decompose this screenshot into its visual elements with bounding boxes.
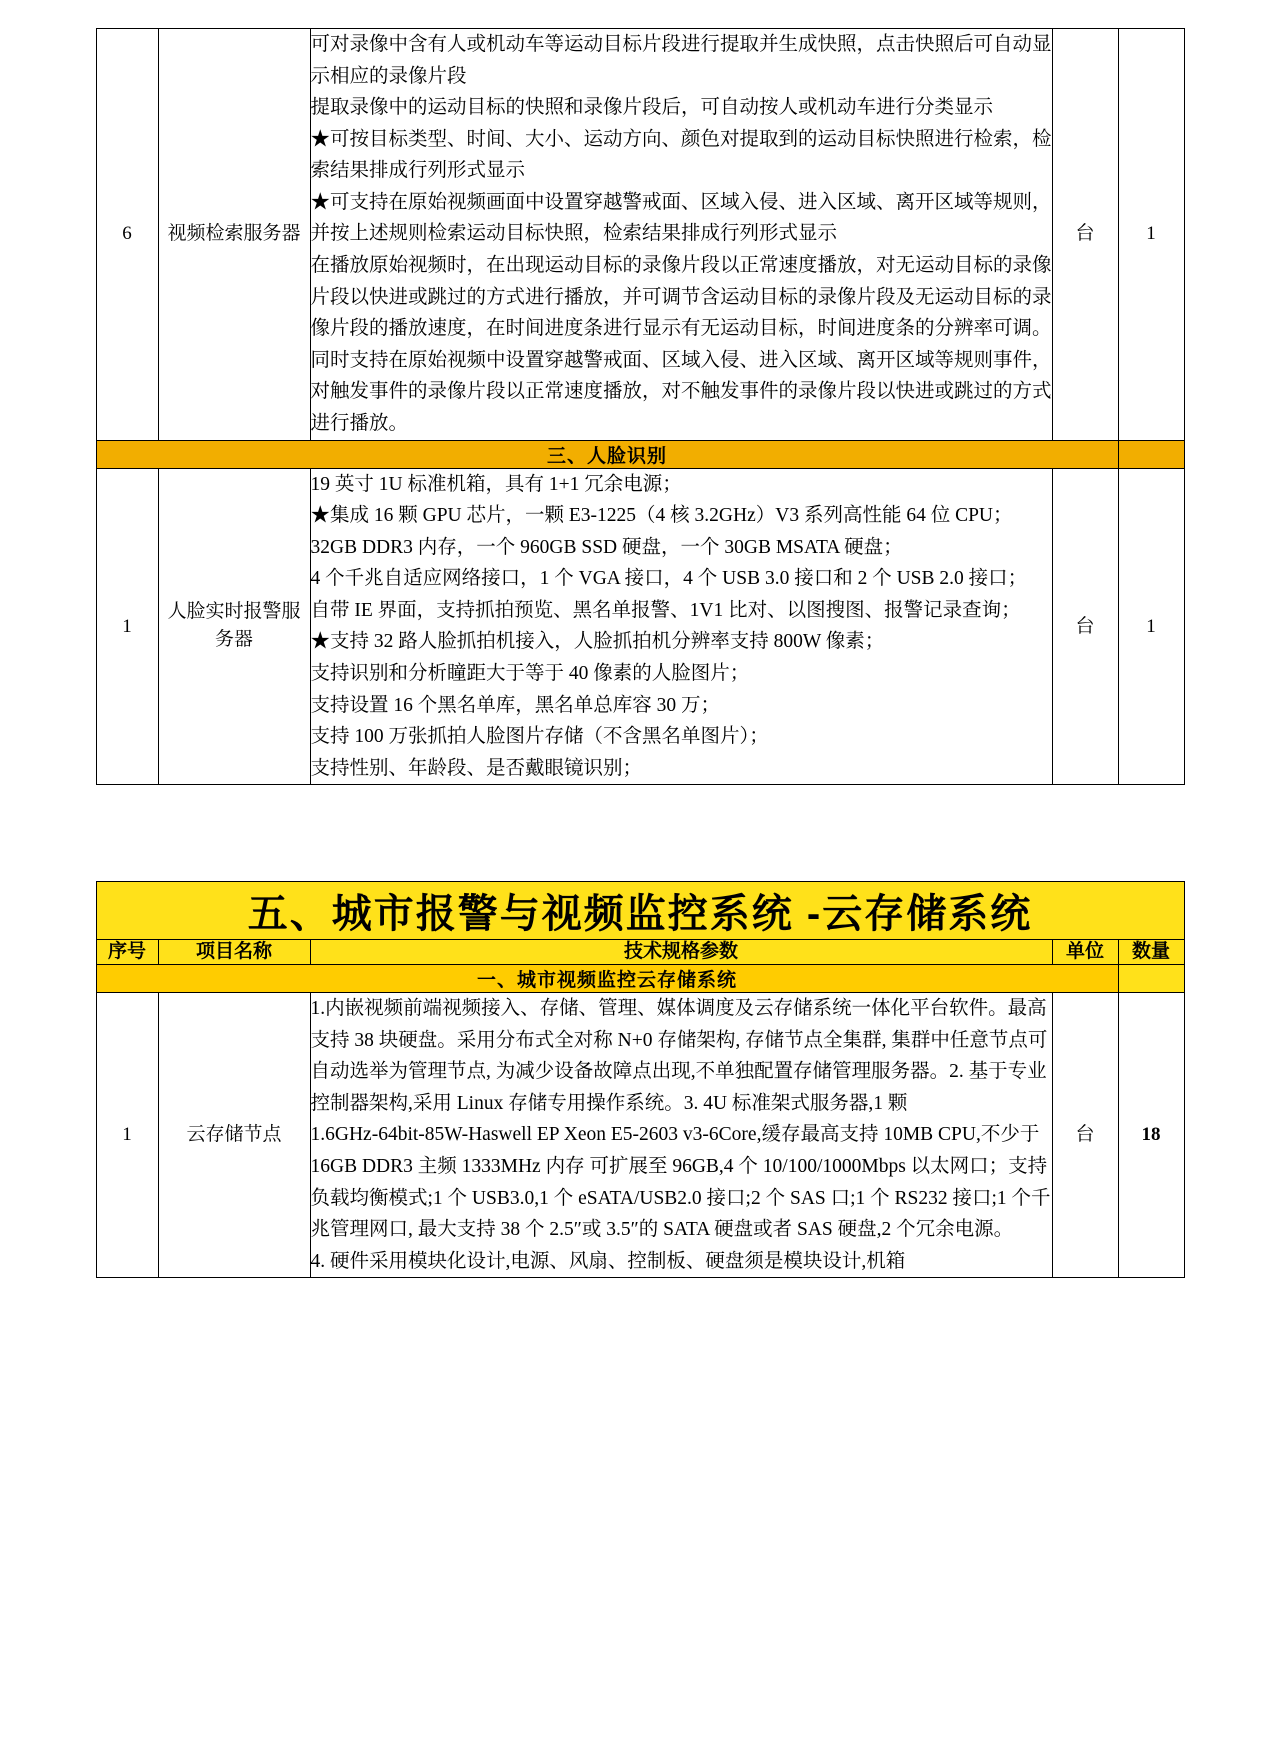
column-header-unit: 单位 [1052, 940, 1118, 965]
spec-line: 32GB DDR3 内存，一个 960GB SSD 硬盘，一个 30GB MSATA 硬盘； [310, 536, 903, 558]
spec-line: 支持 100 万张抓拍人脸图片存储（不含黑名单图片）； [310, 726, 769, 748]
table-row [96, 468, 1184, 785]
spec-line: ★可按目标类型、时间、大小、运动方向、颜色对提取到的运动目标快照进行检索，检索结果排成行列形式显示 [310, 128, 1052, 182]
table1-container [0, 0, 1280, 785]
row-name: 视频检索服务器 [158, 29, 310, 441]
table2-container [0, 881, 1280, 1278]
column-header-qty: 数量 [1118, 940, 1184, 965]
page-gap [0, 785, 1280, 881]
section-band-label: 三、人脸识别 [96, 440, 1118, 468]
spec-line: ★支持 32 路人脸抓拍机接入，人脸抓拍机分辨率支持 800W 像素； [310, 631, 885, 653]
column-header-name: 项目名称 [158, 940, 310, 965]
row-no: 1 [96, 468, 158, 785]
spec-line: 可对录像中含有人或机动车等运动目标片段进行提取并生成快照，点击快照后可自动显示相应的录像片段 [310, 34, 1052, 87]
row-no: 6 [96, 29, 158, 441]
spec-line: ★集成 16 颗 GPU 芯片，一颗 E3-1225（4 核 3.2GHz）V3 系列高性能 64 位 CPU； [310, 505, 1013, 527]
spec-line: 1.6GHz-64bit-85W-Haswell EP Xeon E5-2603 v3-6Core,缓存最高支持 10MB CPU,不少于 16GB DDR3 主频 1333MHz 内存 可扩展至 96GB,4 个 10/100/1000Mbps 以太网口；支持负载均衡模式;1 个 USB3.0,1 个 eSATA/USB2.0 接口;2 个 SAS 口;1 个 RS232 接口;1 个千兆管理网口, 最大支持 38 个 2.5″或 3.5″的 SATA 硬盘或者 SAS 硬盘,2 个冗余电源。 [310, 1124, 1051, 1241]
spec-line: 自带 IE 界面，支持抓拍预览、黑名单报警、1V1 比对、以图搜图、报警记录查询； [310, 599, 1021, 621]
row-spec [310, 468, 1052, 785]
row-qty: 18 [1118, 993, 1184, 1278]
row-spec [310, 29, 1052, 441]
row-name: 云存储节点 [158, 993, 310, 1278]
spec-line: 在播放原始视频时，在出现运动目标的录像片段以正常速度播放，对无运动目标的录像片段以快进或跳过的方式进行播放，并可调节含运动目标的录像片段及无运动目标的录像片段的播放速度，在时间进度条进行显示有无运动目标，时间进度条的分辨率可调。同时支持在原始视频中设置穿越警戒面、区域入侵、进入区域、离开区域等规则事件，对触发事件的录像片段以正常速度播放，对不触发事件的录像片段以快进或跳过的方式进行播放。 [310, 255, 1052, 434]
spec-line: 4 个千兆自适应网络接口，1 个 VGA 接口，4 个 USB 3.0 接口和 2 个 USB 2.0 接口； [310, 568, 1028, 590]
spec-line: 4. 硬件采用模块化设计,电源、风扇、控制板、硬盘须是模块设计,机箱 [310, 1250, 906, 1272]
row-no: 1 [96, 993, 158, 1278]
title-row [96, 882, 1184, 940]
spec-line: 支持识别和分析瞳距大于等于 40 像素的人脸图片； [310, 662, 750, 684]
row-name: 人脸实时报警服务器 [158, 468, 310, 785]
spec-table-cloud-storage [96, 881, 1185, 1278]
spec-line: 支持设置 16 个黑名单库，黑名单总库容 30 万； [310, 694, 721, 716]
row-unit: 台 [1052, 993, 1118, 1278]
spec-line: 1.内嵌视频前端视频接入、存储、管理、媒体调度及云存储系统一体化平台软件。最高支持 38 块硬盘。采用分布式全对称 N+0 存储架构, 存储节点全集群, 集群中任意节点可自动选举为管理节点, 为减少设备故障点出现,不单独配置存储管理服务器。2. 基于专业控制器架构,采用 Linux 存储专用操作系统。3. 4U 标准架式服务器,1 颗 [310, 998, 1048, 1114]
row-qty: 1 [1118, 29, 1184, 441]
page-title: 五、城市报警与视频监控系统 -云存储系统 [96, 882, 1184, 940]
row-unit: 台 [1052, 468, 1118, 785]
section-band-filler [1118, 440, 1184, 468]
row-spec [310, 993, 1052, 1278]
header-row [96, 940, 1184, 965]
column-header-spec: 技术规格参数 [310, 940, 1052, 965]
spec-line: 提取录像中的运动目标的快照和录像片段后，可自动按人或机动车进行分类显示 [310, 97, 994, 119]
section-band-row [96, 965, 1184, 993]
spec-line: 19 英寸 1U 标准机箱，具有 1+1 冗余电源； [310, 473, 682, 495]
column-header-no: 序号 [96, 940, 158, 965]
row-unit: 台 [1052, 29, 1118, 441]
spec-line: ★可支持在原始视频画面中设置穿越警戒面、区域入侵、进入区域、离开区域等规则，并按上述规则检索运动目标快照，检索结果排成行列形式显示 [310, 191, 1052, 245]
table-row [96, 993, 1184, 1278]
row-qty: 1 [1118, 468, 1184, 785]
spec-table-video-retrieval [96, 28, 1185, 785]
spec-line: 支持性别、年龄段、是否戴眼镜识别； [310, 757, 643, 779]
table-row [96, 29, 1184, 441]
section-band-row [96, 440, 1184, 468]
section-band-label: 一、城市视频监控云存储系统 [96, 965, 1118, 993]
section-band-filler [1118, 965, 1184, 993]
